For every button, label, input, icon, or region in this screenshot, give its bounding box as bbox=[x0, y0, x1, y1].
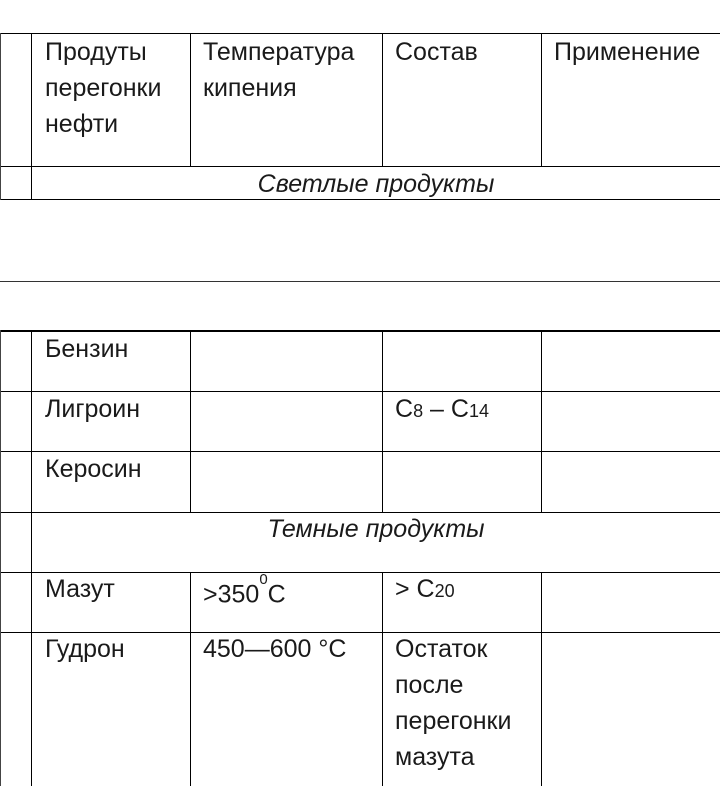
lower-col4-border-a bbox=[541, 330, 542, 512]
mazut-temp-degree: 0 bbox=[259, 571, 268, 588]
header-product-line-1: Продуты bbox=[45, 38, 147, 66]
ligroin-composition-c1: C bbox=[395, 395, 414, 423]
header-composition: Состав bbox=[395, 38, 478, 66]
row-benzin-name: Бензин bbox=[45, 335, 129, 363]
gudron-composition-line-4: мазута bbox=[395, 743, 475, 771]
section-light-products: Светлые продукты bbox=[257, 170, 495, 198]
row-kerosin-name: Керосин bbox=[45, 455, 142, 483]
gudron-composition-line-3: перегонки bbox=[395, 707, 512, 735]
mazut-temp-value: >350 bbox=[203, 580, 260, 609]
row-mazut-temperature bbox=[203, 571, 286, 612]
header-application: Применение bbox=[554, 38, 701, 66]
header-product-line-3: нефти bbox=[45, 110, 119, 138]
lower-col2-border-a bbox=[190, 330, 191, 512]
mazut-composition-prefix: > C bbox=[395, 575, 435, 603]
section-dark-products: Темные продукты bbox=[267, 515, 485, 543]
lower-col2-border-b bbox=[190, 572, 191, 786]
header-temperature-line-1: Температура bbox=[203, 38, 355, 66]
lower-col4-border-b bbox=[541, 572, 542, 786]
row-ligroin-composition bbox=[395, 391, 489, 429]
ligroin-composition-n2: 14 bbox=[468, 401, 489, 421]
upper-col3-border bbox=[382, 33, 383, 166]
page-separator-line bbox=[0, 281, 720, 282]
upper-left-outer-border bbox=[0, 33, 1, 200]
gudron-composition-line-1: Остаток bbox=[395, 635, 488, 663]
upper-col2-border bbox=[190, 33, 191, 166]
header-product-name bbox=[45, 34, 161, 142]
mazut-composition-n: 20 bbox=[434, 581, 455, 601]
row-mazut-name: Мазут bbox=[45, 575, 115, 603]
gudron-composition-line-2: после bbox=[395, 671, 464, 699]
ligroin-composition-n1: 8 bbox=[413, 401, 424, 421]
ligroin-composition-c2: C bbox=[450, 395, 469, 423]
row-mazut-composition bbox=[395, 571, 455, 609]
row-gudron-name: Гудрон bbox=[45, 635, 125, 663]
upper-col4-border bbox=[541, 33, 542, 166]
row-gudron-temperature: 450—600 °C bbox=[203, 635, 347, 663]
mazut-temp-unit: C bbox=[267, 580, 286, 609]
row-gudron-composition bbox=[395, 631, 511, 775]
lower-col1-border bbox=[31, 330, 32, 786]
header-temperature-line-2: кипения bbox=[203, 74, 297, 102]
lower-col3-border-b bbox=[382, 572, 383, 786]
header-boiling-temperature bbox=[203, 34, 354, 106]
lower-col3-border-a bbox=[382, 330, 383, 512]
row-ligroin-name: Лигроин bbox=[45, 395, 141, 423]
ligroin-composition-dash: – bbox=[423, 395, 451, 423]
lower-left-outer-border bbox=[0, 330, 1, 786]
header-product-line-2: перегонки bbox=[45, 74, 162, 102]
